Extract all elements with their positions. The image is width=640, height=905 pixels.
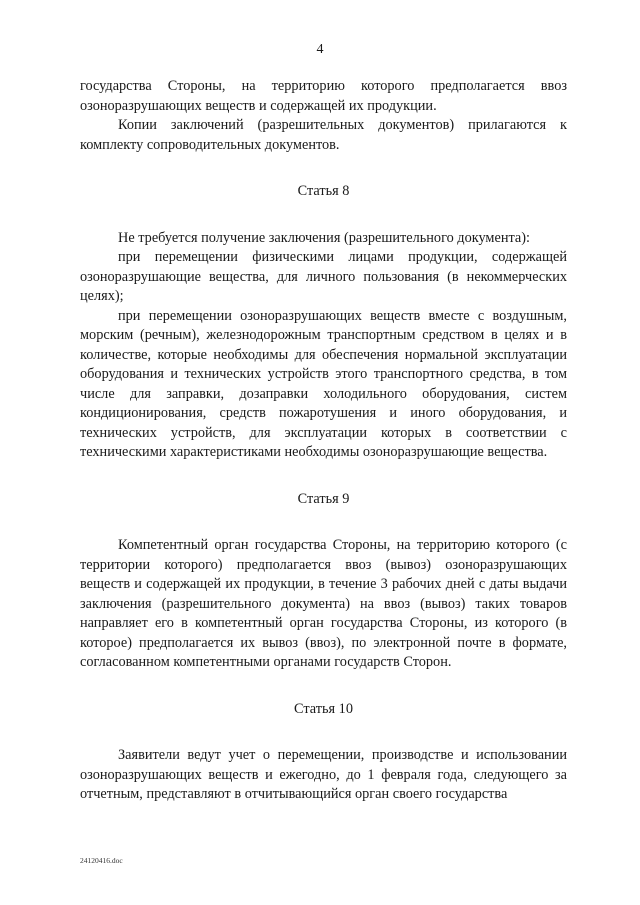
article-heading: Статья 9 (297, 490, 350, 507)
footer-file-code: 24120416.doc (80, 856, 123, 865)
article-heading: Статья 10 (294, 700, 353, 717)
document-body (80, 77, 567, 805)
paragraph: Компетентный орган государства Стороны, на территорию которого (с территории которого) предполагается ввоз (вывоз) озоноразрушающих веществ и содержащей их продукции, в течение 3 рабочих дней с даты выдачи заключения (разрешительного документа) на ввоз (вывоз) таких товаров направляет его в компетентный орган государства Стороны, из которого (в которое) предполагается их вывоз (ввоз), по электронной почте в формате, согласованном компетентными органами государств Сторон. (80, 537, 567, 670)
paragraph: Копии заключений (разрешительных документов) прилагаются к комплекту сопроводительных документов. (80, 117, 567, 153)
paragraph: при перемещении физическими лицами продукции, содержащей озоноразрушающие вещества, для личного пользования (в некоммерческих целях); (80, 249, 567, 304)
paragraph: Заявители ведут учет о перемещении, производстве и использовании озоноразрушающих веществ и ежегодно, до 1 февраля года, следующего за отчетным, представляют в отчитывающийся орган своего государства (80, 747, 567, 802)
paragraph: государства Стороны, на территорию которого предполагается ввоз озоноразрушающих веществ и содержащей их продукции. (80, 78, 567, 114)
page-number: 4 (316, 42, 324, 57)
paragraph: Не требуется получение заключения (разрешительного документа): (118, 229, 530, 246)
article-heading: Статья 8 (297, 183, 350, 199)
paragraph: при перемещении озоноразрушающих веществ вместе с воздушным, морским (речным), железнодорожным транспортным средством в целях и в количестве, которые необходимы для обеспечения нормальной эксплуатации оборудования и технических устройств этого транспортного средства, в том числе для заправки, дозаправки холодильного оборудования, систем кондиционирования, средств пожаротушения и иного оборудования, и технических устройств, для эксплуатации которых в соответствии с техническими характеристиками необходимы озоноразрушающие вещества. (80, 307, 567, 460)
